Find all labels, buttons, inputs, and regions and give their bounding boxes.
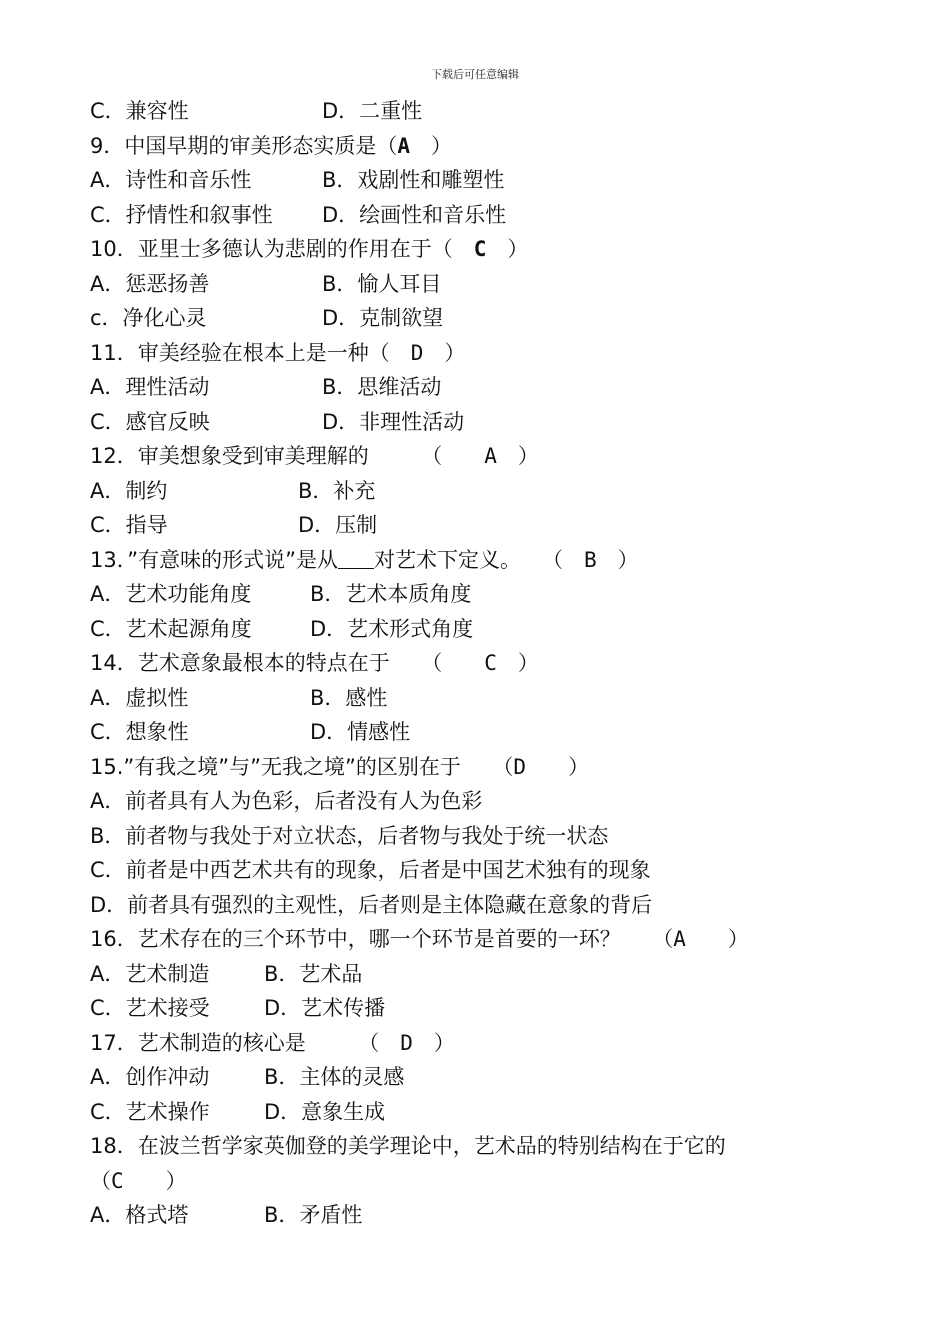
option-left: A．创作冲动 [90, 1065, 210, 1089]
answer-letter: A [673, 927, 686, 951]
question-list [90, 94, 810, 1233]
option-row [90, 1198, 810, 1233]
question-text: 11．审美经验在根本上是一种（ [90, 340, 411, 365]
question-stem [90, 646, 810, 681]
question-stem [90, 1164, 810, 1199]
text-line [90, 888, 810, 923]
question-text: 17．艺术制造的核心是 （ [90, 1030, 401, 1055]
question-stem [90, 543, 810, 578]
question-text: 9．中国早期的审美形态实质是（ [90, 133, 398, 158]
option-row [90, 405, 810, 440]
line-text: C．前者是中西艺术共有的现象，后者是中国艺术独有的现象 [90, 858, 651, 882]
closing-paren: ） [526, 754, 590, 779]
question-stem [90, 232, 810, 267]
closing-paren: ） [496, 651, 539, 675]
fill-blank [338, 548, 374, 569]
option-row [90, 991, 810, 1026]
option-row [90, 577, 810, 612]
option-right: D．艺术传播 [264, 996, 386, 1020]
option-right: D．克制欲望 [322, 306, 444, 330]
answer-letter: D [400, 1030, 413, 1055]
question-text: 14．艺术意象最根本的特点在于 （ [90, 651, 485, 675]
answer-letter: D [410, 340, 424, 365]
question-stem [90, 750, 810, 785]
option-row [90, 508, 810, 543]
answer-letter: A [484, 444, 497, 468]
option-left: A．格式塔 [90, 1203, 189, 1227]
page-header: 下载后可任意编辑 [431, 68, 519, 81]
question-text: （ [90, 1168, 111, 1193]
option-right: D．绘画性和音乐性 [322, 202, 507, 227]
text-line [90, 784, 810, 819]
answer-letter: A [397, 133, 411, 158]
option-row [90, 1060, 810, 1095]
closing-paren: ） [412, 1030, 455, 1055]
option-row [90, 474, 810, 509]
option-right: B．思维活动 [322, 375, 442, 399]
option-row [90, 301, 810, 336]
option-right: B．主体的灵感 [264, 1065, 405, 1089]
option-row [90, 370, 810, 405]
answer-letter: B [583, 547, 597, 572]
option-left: A．诗性和音乐性 [90, 168, 252, 192]
closing-paren: ） [685, 927, 749, 951]
option-right: B．戏剧性和雕塑性 [322, 168, 505, 192]
closing-paren: ） [596, 547, 639, 572]
option-left: c．净化心灵 [90, 306, 207, 330]
closing-paren: ） [496, 444, 539, 468]
option-right: B．补充 [298, 478, 376, 503]
option-left: A．艺术制造 [90, 961, 210, 986]
option-left: A．虚拟性 [90, 685, 189, 710]
answer-letter: C [111, 1168, 124, 1193]
option-row [90, 1095, 810, 1130]
option-row [90, 957, 810, 992]
question-text: 10．亚里士多德认为悲剧的作用在于（ [90, 237, 474, 261]
question-stem [90, 922, 810, 957]
line-text: D．前者具有强烈的主观性，后者则是主体隐藏在意象的背后 [90, 892, 653, 917]
option-row [90, 267, 810, 302]
line-text: A．前者具有人为色彩，后者没有人为色彩 [90, 789, 483, 813]
option-left: A．艺术功能角度 [90, 582, 252, 606]
option-left: C．艺术接受 [90, 996, 210, 1020]
option-left: A．理性活动 [90, 375, 210, 399]
option-right: B．艺术品 [264, 961, 363, 986]
option-right: D．意象生成 [264, 1099, 386, 1124]
answer-letter: D [513, 754, 527, 779]
option-right: D．非理性活动 [322, 409, 465, 434]
option-left: C．艺术操作 [90, 1099, 210, 1124]
question-text: 16．艺术存在的三个环节中，哪一个环节是首要的一环？ （ [90, 927, 674, 951]
option-right: D．艺术形式角度 [310, 616, 474, 641]
question-stem [90, 336, 810, 371]
option-right: D．二重性 [322, 99, 423, 123]
question-stem [90, 439, 810, 474]
option-row [90, 612, 810, 647]
option-left: A．制约 [90, 478, 168, 503]
option-row [90, 94, 810, 129]
question-text: 12．审美想象受到审美理解的 （ [90, 444, 485, 468]
option-right: B．愉人耳目 [322, 271, 442, 296]
question-text-cont: 对艺术下定义。 （ [373, 547, 584, 572]
option-left: C．想象性 [90, 720, 189, 744]
closing-paren: ） [410, 133, 453, 158]
closing-paren: ） [486, 237, 529, 261]
line-text: 18．在波兰哲学家英伽登的美学理论中，艺术品的特别结构在于它的 [90, 1134, 726, 1158]
text-line [90, 1129, 810, 1164]
option-right: B．矛盾性 [264, 1203, 363, 1227]
option-left: C．艺术起源角度 [90, 616, 252, 641]
option-row [90, 163, 810, 198]
option-row [90, 198, 810, 233]
option-left: A．惩恶扬善 [90, 271, 210, 296]
option-row [90, 681, 810, 716]
option-right: B．感性 [310, 685, 388, 710]
question-text: 13．”有意味的形式说”是从 [90, 547, 338, 572]
option-left: C．感官反映 [90, 409, 210, 434]
answer-letter: C [484, 651, 497, 675]
closing-paren: ） [123, 1168, 187, 1193]
answer-letter: C [473, 237, 487, 261]
text-line [90, 853, 810, 888]
closing-paren: ） [423, 340, 466, 365]
option-right: B．艺术本质角度 [310, 582, 472, 606]
question-text: 15.”有我之境”与”无我之境”的区别在于 （ [90, 754, 514, 779]
option-row [90, 715, 810, 750]
question-stem [90, 1026, 810, 1061]
option-right: D．压制 [298, 513, 378, 537]
question-stem [90, 129, 810, 164]
line-text: B．前者物与我处于对立状态，后者物与我处于统一状态 [90, 823, 609, 848]
option-left: C．指导 [90, 513, 168, 537]
text-line [90, 819, 810, 854]
option-left: C．兼容性 [90, 99, 189, 123]
option-right: D．情感性 [310, 720, 411, 744]
option-left: C．抒情性和叙事性 [90, 202, 273, 227]
